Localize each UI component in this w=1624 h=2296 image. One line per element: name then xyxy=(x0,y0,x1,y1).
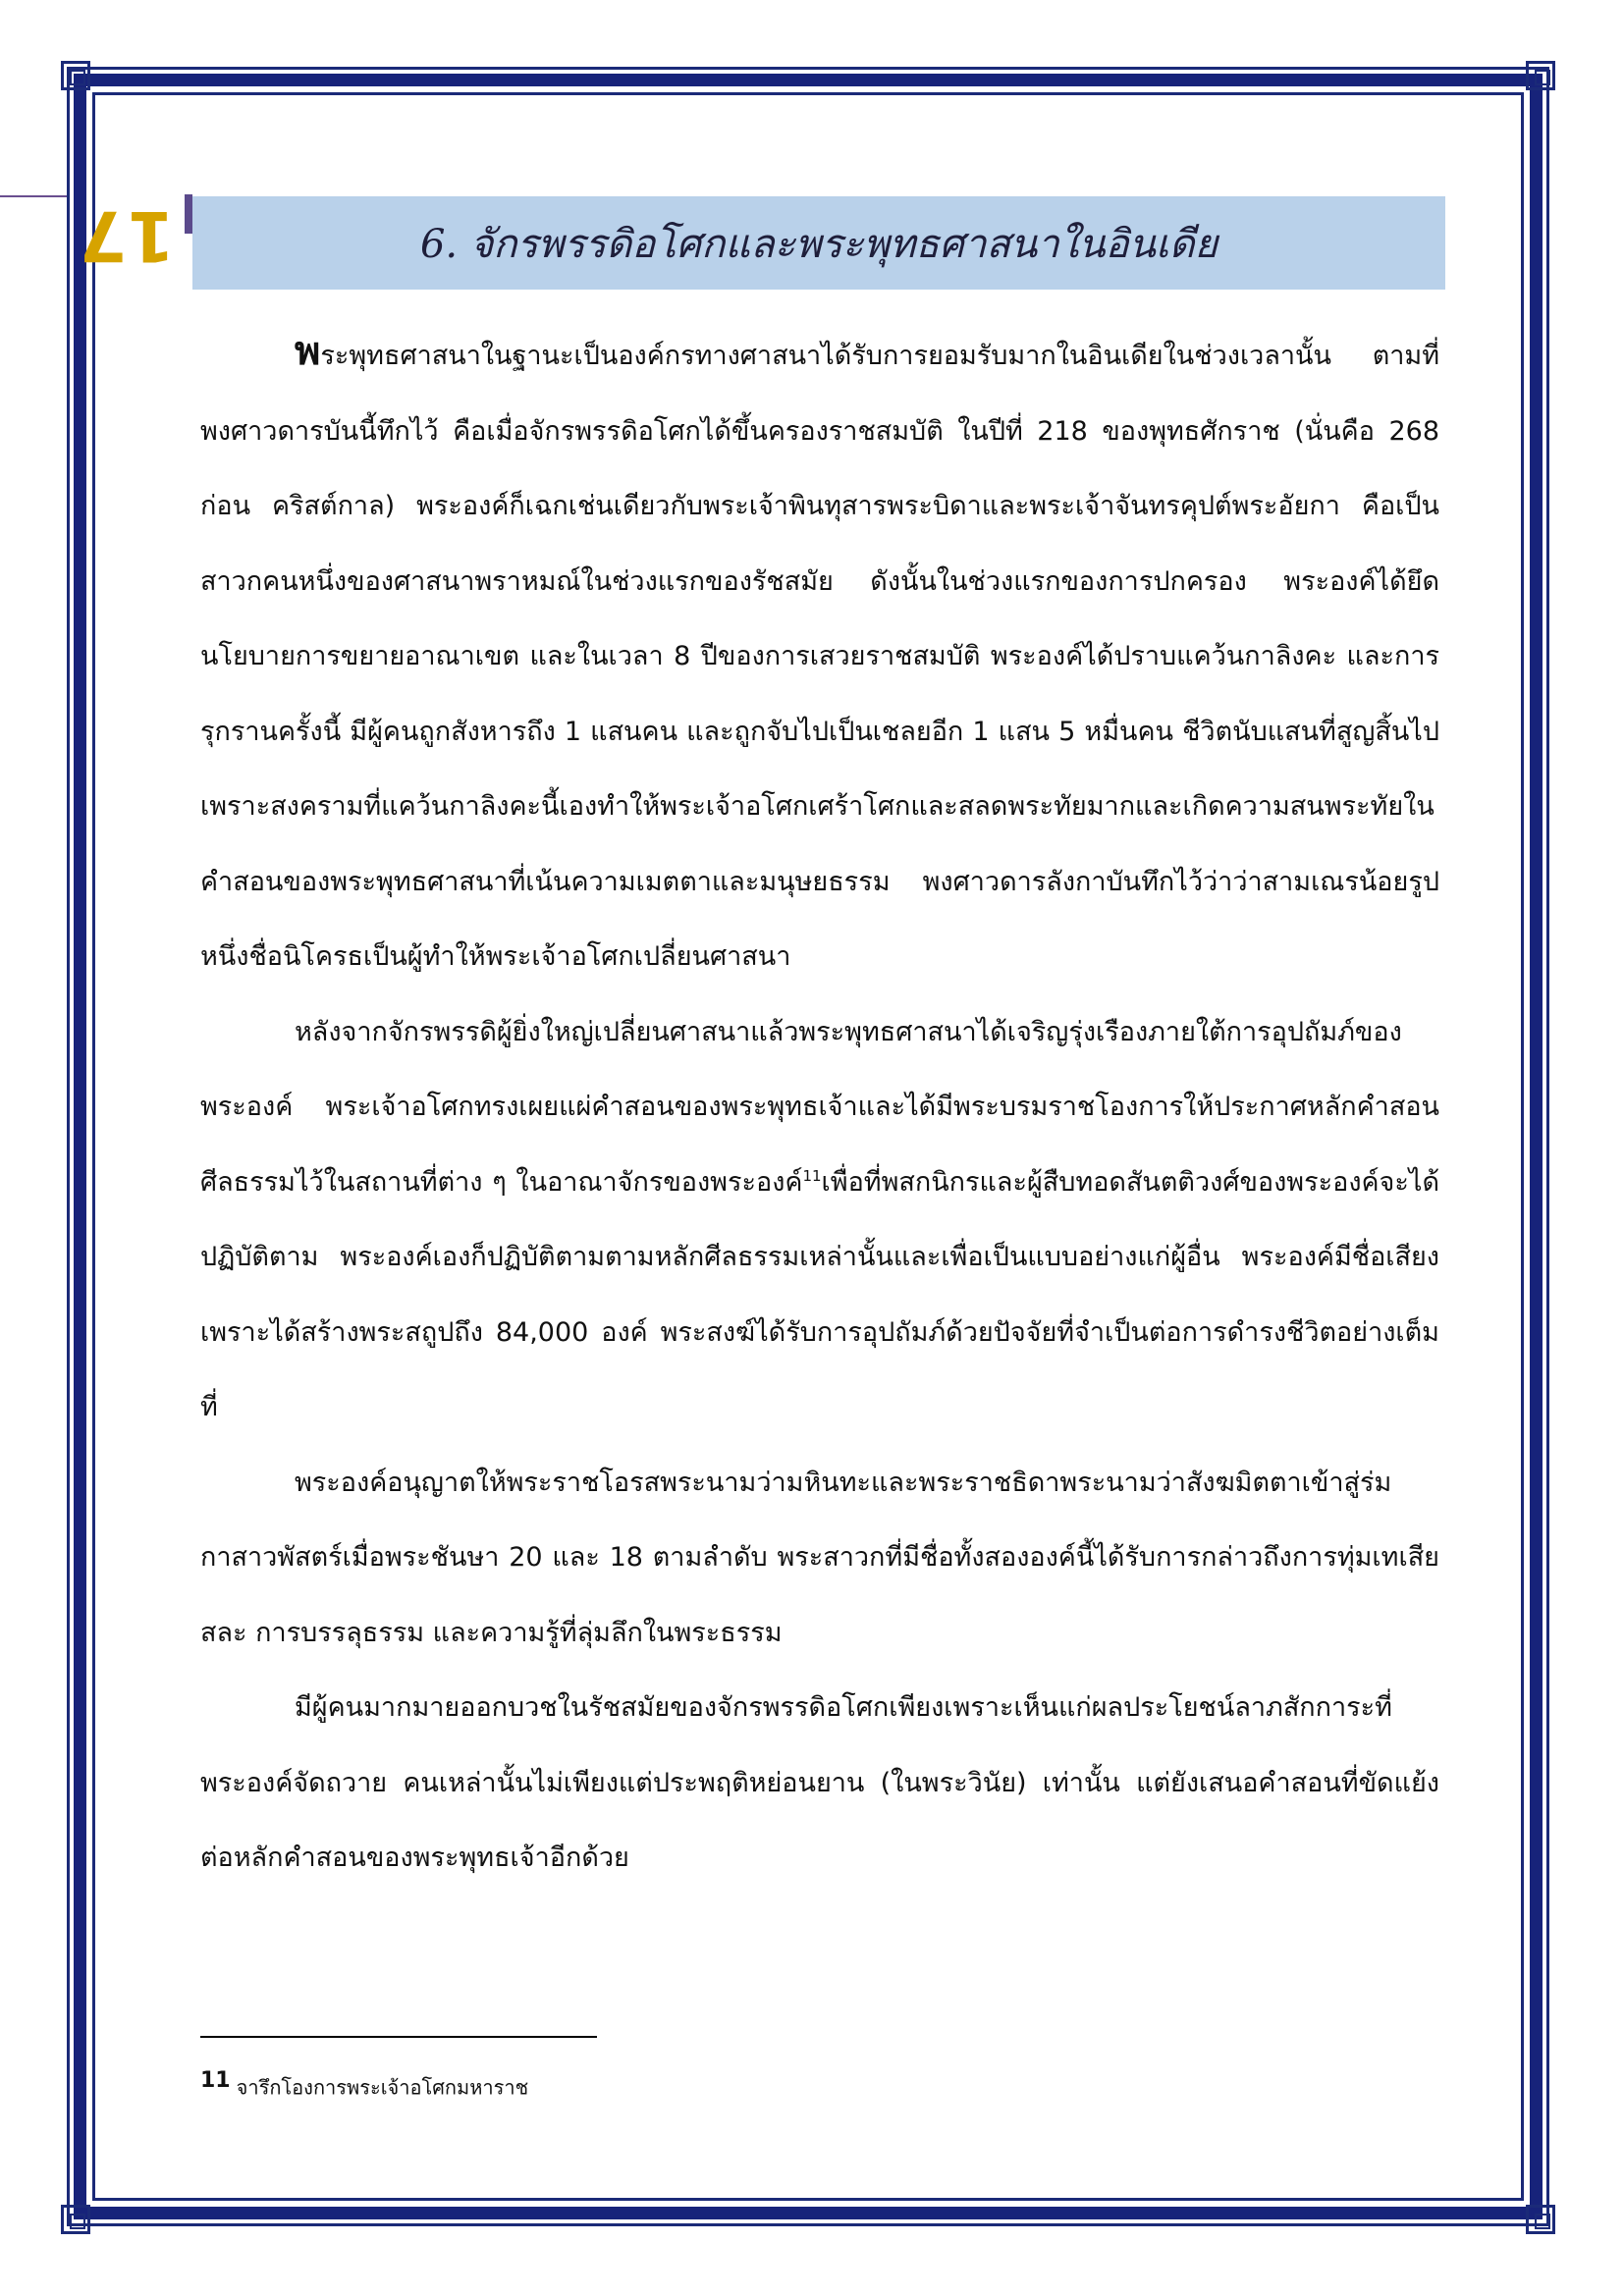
frame-corner-ornament xyxy=(61,2205,90,2234)
paragraph-4 xyxy=(200,1671,1439,1896)
paragraph-text: เพื่อที่พสกนิกรและผู้สืบทอดสันตติวงศ์ของพระองค์จะได้ปฏิบัติตาม พระองค์เองก็ปฏิบัติตามตามหลักศีลธรรมเหล่านั้นและเพื่อเป็นแบบอย่างแก่ผู้อื่น พระองค์มีชื่อเสียงเพราะได้สร้างพระสถูปถึง 84,000 องค์ พระสงฆ์ได้รับการอุปถัมภ์ด้วยปัจจัยที่จำเป็นต่อการดำรงชีวิตอย่างเต็มที่ xyxy=(200,1166,1439,1422)
drop-cap: พ xyxy=(295,329,321,374)
paragraph-1 xyxy=(200,314,1439,995)
frame-corner-ornament xyxy=(61,61,90,90)
page-number: 17 xyxy=(79,195,175,276)
footnote-reference[interactable]: 11 xyxy=(802,1166,822,1185)
paragraph-text: พระองค์อนุญาตให้พระราชโอรสพระนามว่ามหินทะและพระราชธิดาพระนามว่าสังฆมิตตาเข้าสู่ร่มกาสาวพัสตร์เมื่อพระชันษา 20 และ 18 ตามลำดับ พระสาวกที่มีชื่อทั้งสององค์นี้ได้รับการกล่าวถึงการทุ่มเทเสียสละ การบรรลุธรรม และความรู้ที่ลุ่มลึกในพระธรรม xyxy=(200,1467,1439,1648)
page-number-bar xyxy=(185,194,192,234)
footnote-number: 11 xyxy=(200,2068,231,2093)
footnote-text: จารึกโองการพระเจ้าอโศกมหาราช xyxy=(236,2075,529,2100)
paragraph-2 xyxy=(200,995,1439,1446)
frame-corner-ornament xyxy=(1526,2205,1555,2234)
footnote-rule xyxy=(200,2036,597,2038)
section-title: 6. จักรพรรดิอโศกและพระพุทธศาสนาในอินเดีย xyxy=(419,221,1218,267)
paragraph-3 xyxy=(200,1446,1439,1672)
paragraph-text: มีผู้คนมากมายออกบวชในรัชสมัยของจักรพรรดิอโศกเพียงเพราะเห็นแก่ผลประโยชน์ลาภสักการะที่พระองค์จัดถวาย คนเหล่านั้นไม่เพียงแต่ประพฤติหย่อนยาน (ในพระวินัย) เท่านั้น แต่ยังเสนอคำสอนที่ขัดแย้งต่อหลักคำสอนของพระพุทธเจ้าอีกด้วย xyxy=(200,1692,1439,1873)
margin-line xyxy=(0,195,67,197)
footnote xyxy=(200,2063,1379,2106)
section-title-box xyxy=(192,196,1445,290)
frame-corner-ornament xyxy=(1526,61,1555,90)
body-text xyxy=(200,314,1439,1896)
paragraph-text: หลังจากจักรพรรดิผู้ยิ่งใหญ่เปลี่ยนศาสนาแล้วพระพุทธศาสนาได้เจริญรุ่งเรืองภายใต้การอุปถัมภ์ของพระองค์ พระเจ้าอโศกทรงเผยแผ่คำสอนของพระพุทธเจ้าและได้มีพระบรมราชโองการให้ประกาศหลักคำสอนศีลธรรมไว้ในสถานที่ต่าง ๆ ในอาณาจักรของพระองค์ xyxy=(200,1016,1439,1198)
paragraph-text: ระพุทธศาสนาในฐานะเป็นองค์กรทางศาสนาได้รับการยอมรับมากในอินเดียในช่วงเวลานั้น ตามที่พงศาวดารบันนี้ทึกไว้ คือเมื่อจักรพรรดิอโศกได้ขึ้นครองราชสมบัติ ในปีที่ 218 ของพุทธศักราช (นั่นคือ 268 ก่อน คริสต์กาล) พระองค์ก็เฉกเช่นเดียวกับพระเจ้าพินทุสารพระบิดาและพระเจ้าจันทรคุปต์พระอัยกา คือเป็นสาวกคนหนึ่งของศาสนาพราหมณ์ในช่วงแรกของรัชสมัย ดังนั้นในช่วงแรกของการปกครอง พระองค์ได้ยึดนโยบายการขยายอาณาเขต และในเวลา 8 ปีของการเสวยราชสมบัติ พระองค์ได้ปราบแคว้นกาลิงคะ และการรุกรานครั้งนี้ มีผู้คนถูกสังหารถึง 1 แสนคน และถูกจับไปเป็นเชลยอีก 1 แสน 5 หมื่นคน ชีวิตนับแสนที่สูญสิ้นไปเพราะสงครามที่แคว้นกาลิงคะนี้เองทำให้พระเจ้าอโศกเศร้าโศกและสลดพระทัยมากและเกิดความสนพระทัยในคำสอนของพระพุทธศาสนาที่เน้นความเมตตาและมนุษยธรรม พงศาวดารลังกาบันทึกไว้ว่าว่าสามเณรน้อยรูปหนึ่งชื่อนิโครธเป็นผู้ทำให้พระเจ้าอโศกเปลี่ยนศาสนา xyxy=(200,341,1439,972)
